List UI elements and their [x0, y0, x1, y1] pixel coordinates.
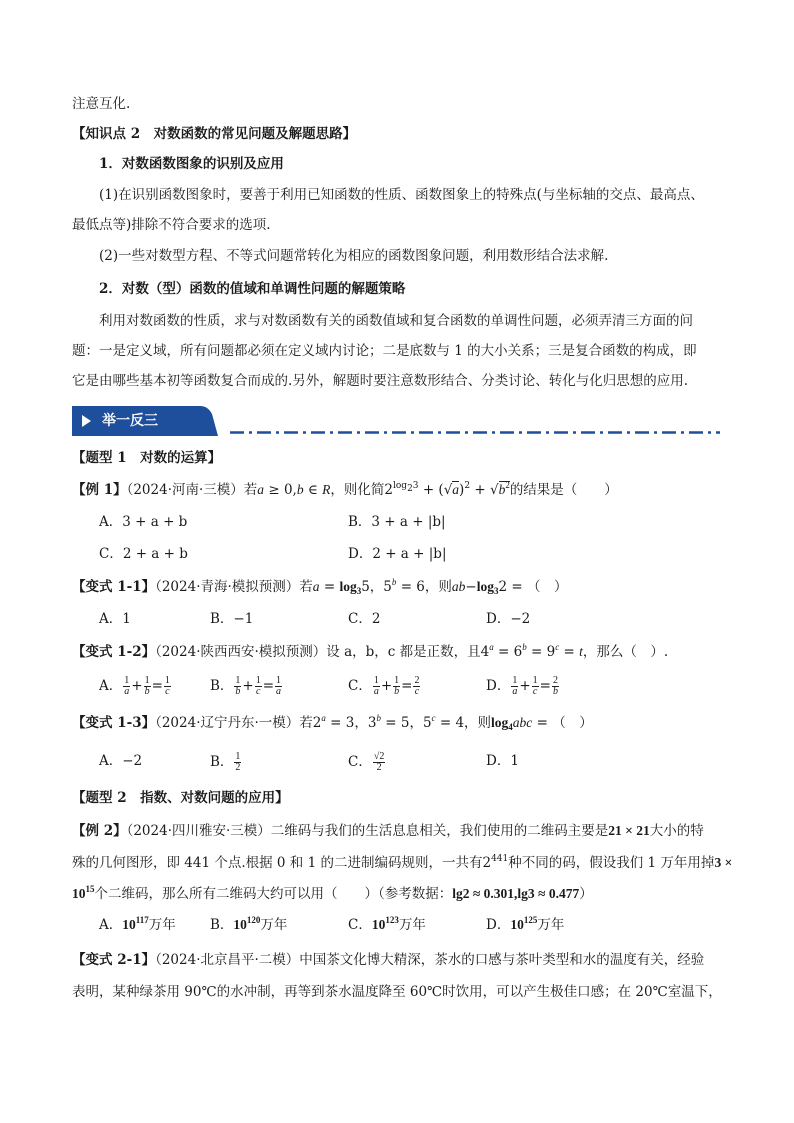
- example-tag: 【例 1】: [72, 482, 127, 498]
- variant-tag: 【变式 1-3】: [72, 715, 156, 731]
- text: ，则化简: [330, 482, 385, 498]
- option-a[interactable]: A．3 + a + b: [99, 514, 188, 530]
- option-c[interactable]: C．2: [348, 611, 381, 627]
- intro-line: 注意互化.: [72, 96, 131, 112]
- section-2-title: 2．对数（型）函数的值域和单调性问题的解题策略: [99, 281, 406, 297]
- section-1-title: 1．对数函数图象的识别及应用: [99, 156, 284, 172]
- example-2-line: 殊的几何图形，即 441 个点.根据 0 和 1 的二进制编码规则，一共有$2^{441}$种不同的码，假设我们 1 万年用掉3 ×: [72, 854, 733, 871]
- banner-label: 举一反三: [102, 413, 158, 429]
- option-a[interactable]: A．$10^{117}$万年: [99, 915, 176, 933]
- option-a[interactable]: A． $\frac{1}{a}$ + $\frac{1}{b}$ = $\frac{1}{c}$: [99, 675, 170, 697]
- option-a[interactable]: A．−2: [99, 753, 143, 769]
- option-c[interactable]: C．$10^{123}$万年: [348, 915, 426, 933]
- text: （ ）: [552, 715, 593, 731]
- option-d[interactable]: D．1: [486, 753, 519, 769]
- option-c[interactable]: C． $\frac{√2}{2}$: [348, 751, 385, 773]
- type-2-heading: 【题型 2 指数、对数问题的应用】: [72, 790, 289, 806]
- type-1-heading: 【题型 1 对数的运算】: [72, 450, 222, 466]
- text: ，那么（ ）.: [582, 644, 669, 660]
- source: （2024·辽宁丹东·一模）若: [155, 715, 313, 731]
- option-d[interactable]: D． $\frac{1}{a}$ + $\frac{1}{c}$ = $\frac{2}{b}$: [486, 675, 558, 697]
- option-b[interactable]: B．−1: [210, 611, 254, 627]
- variant-1-3-stem: 【变式 1-3】（2024·辽宁丹东·一模）若$2^a = 3$，$3^b = 5$，$5^c = 4$，则$\log_4abc$ = （ ）: [72, 713, 593, 732]
- variant-1-1-stem: 【变式 1-1】（2024·青海·模拟预测）若$a = \log_35$，$5^b = 6$，则$ab-\log_32$ = （ ）: [72, 577, 568, 596]
- text: （2024·四川雅安·三模）二维码与我们的生活息息相关，我们使用的二维码主要是: [126, 823, 609, 839]
- variant-tag: 【变式 1-2】: [72, 644, 156, 660]
- variant-tag: 【变式 2-1】: [72, 952, 156, 968]
- option-b[interactable]: B．3 + a + |b|: [348, 514, 446, 530]
- text: 种不同的码，假设我们 1 万年用掉: [508, 855, 715, 871]
- paragraph: (2)一些对数型方程、不等式问题常转化为相应的函数图象问题，利用数形结合法求解.: [99, 248, 609, 264]
- paragraph: 它是由哪些基本初等函数复合而成的.另外，解题时要注意数形结合、分类讨论、转化与化归思想的应用.: [72, 373, 689, 389]
- text: ）: [579, 886, 593, 902]
- paragraph: 题：一是定义域，所有问题都必须在定义域内讨论；二是底数与 1 的大小关系；三是复合函数的构成，即: [72, 343, 697, 359]
- text: 大小的特: [649, 823, 704, 839]
- paragraph: 最低点等)排除不符合要求的选项.: [72, 217, 271, 233]
- option-d[interactable]: D．2 + a + |b|: [348, 546, 447, 562]
- knowledge-heading: 【知识点 2 对数函数的常见问题及解题思路】: [72, 126, 357, 142]
- option-a[interactable]: A．1: [99, 611, 131, 627]
- example-tag: 【例 2】: [72, 823, 127, 839]
- paragraph: 利用对数函数的性质，求与对数函数有关的函数值域和复合函数的单调性问题，必须弄清三方面的问: [99, 313, 693, 329]
- option-b[interactable]: B．$10^{120}$万年: [210, 915, 288, 933]
- variant-2-1-line: 表明，某种绿茶用 90℃的水冲制，再等到茶水温度降至 60℃时饮用，可以产生极佳口感；在 20℃室温下，: [72, 984, 722, 1000]
- option-d[interactable]: D．$10^{125}$万年: [486, 915, 565, 933]
- text: 个二维码，那么所有二维码大约可以用（ ）（参考数据：: [94, 886, 453, 902]
- option-b[interactable]: B． $\frac{1}{2}$: [210, 751, 241, 773]
- example-1-stem: 【例 1】（2024·河南·三模）若a ≥ 0,b ∈ R，则化简$2^{log_23} + (√a)^2 + √b^2$的结果是（ ）: [72, 480, 618, 498]
- variant-1-2-stem: 【变式 1-2】（2024·陕西西安·模拟预测）设 a，b，c 都是正数，且$4^a = 6^b = 9^c = t$，那么（ ）.: [72, 642, 669, 660]
- option-c[interactable]: C．2 + a + b: [99, 546, 188, 562]
- source: （2024·河南·三模）若: [126, 482, 258, 498]
- dashed-divider: [230, 431, 720, 434]
- example-2-line: 【例 2】（2024·四川雅安·三模）二维码与我们的生活息息相关，我们使用的二维码主要是21 × 21大小的特: [72, 823, 704, 839]
- text: （ ）: [526, 579, 568, 595]
- option-b[interactable]: B． $\frac{1}{b}$ + $\frac{1}{c}$ = $\frac{1}{a}$: [210, 675, 282, 697]
- option-d[interactable]: D．−2: [486, 611, 531, 627]
- text: 的结果是（ ）: [509, 482, 618, 498]
- text: 殊的几何图形，即 441 个点.根据 0 和 1 的二进制编码规则，一共有: [72, 855, 483, 871]
- variant-2-1-line: [72, 951, 704, 969]
- text: （2024·北京昌平·二模）中国茶文化博大精深，茶水的口感与茶叶类型和水的温度有关，经验: [155, 952, 705, 968]
- source: （2024·陕西西安·模拟预测）设 a，b，c 都是正数，且: [155, 644, 481, 660]
- example-2-line: $10^{15}$个二维码，那么所有二维码大约可以用（ ）（参考数据：lg2 ≈ 0.301,lg3 ≈ 0.477）: [72, 884, 593, 902]
- paragraph: (1)在识别函数图象时，要善于利用已知函数的性质、函数图象上的特殊点(与坐标轴的交点、最高点、: [99, 187, 704, 203]
- option-c[interactable]: C． $\frac{1}{a}$ + $\frac{1}{b}$ = $\frac{2}{c}$: [348, 675, 420, 697]
- source: （2024·青海·模拟预测）若: [155, 579, 313, 595]
- variant-tag: 【变式 1-1】: [72, 579, 156, 595]
